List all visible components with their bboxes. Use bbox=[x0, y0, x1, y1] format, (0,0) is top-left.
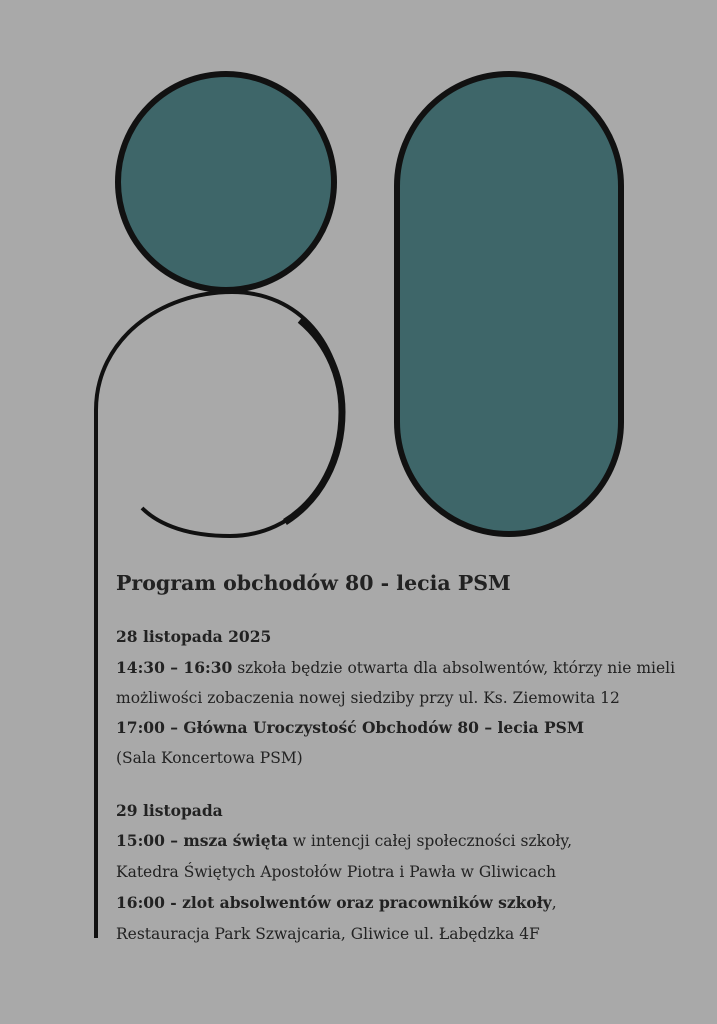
day2-event1-title: 15:00 – msza święta bbox=[116, 831, 288, 850]
day2-event1-place: Katedra Świętych Apostołów Piotra i Pawła w Gliwicach bbox=[116, 863, 556, 881]
day2-event1-text: w intencji całej społeczności szkoły, bbox=[287, 832, 573, 850]
day1-event1-line bbox=[116, 658, 675, 678]
day2-event2-line: 16:00 - zlot absolwentów oraz pracowników szkoły, bbox=[116, 893, 557, 912]
day1-event1-time: 14:30 – 16:30 bbox=[116, 658, 233, 677]
day2-event2-place: Restauracja Park Szwajcaria, Gliwice ul. Łabędzka 4F bbox=[116, 925, 540, 943]
program-title: Program obchodów 80 - lecia PSM bbox=[116, 571, 511, 595]
day1-event1-text: szkoła będzie otwarta dla absolwentów, którzy nie mieli bbox=[232, 659, 676, 677]
day2-date: 29 listopada bbox=[116, 801, 223, 820]
day1-date: 28 listopada 2025 bbox=[116, 627, 272, 646]
day2-event2-title: 16:00 - zlot absolwentów oraz pracowników szkoły bbox=[116, 893, 552, 912]
day1-event2-title: 17:00 – Główna Uroczystość Obchodów 80 – lecia PSM bbox=[116, 718, 584, 737]
day1-event2-place: (Sala Koncertowa PSM) bbox=[116, 749, 303, 767]
eight-lower-loop-thick bbox=[285, 320, 342, 522]
day1-event1-text-cont: możliwości zobaczenia nowej siedziby przy ul. Ks. Ziemowita 12 bbox=[116, 689, 620, 707]
eight-top-circle bbox=[118, 74, 334, 290]
day2-event1-line bbox=[116, 831, 572, 851]
zero-pill bbox=[397, 74, 621, 534]
